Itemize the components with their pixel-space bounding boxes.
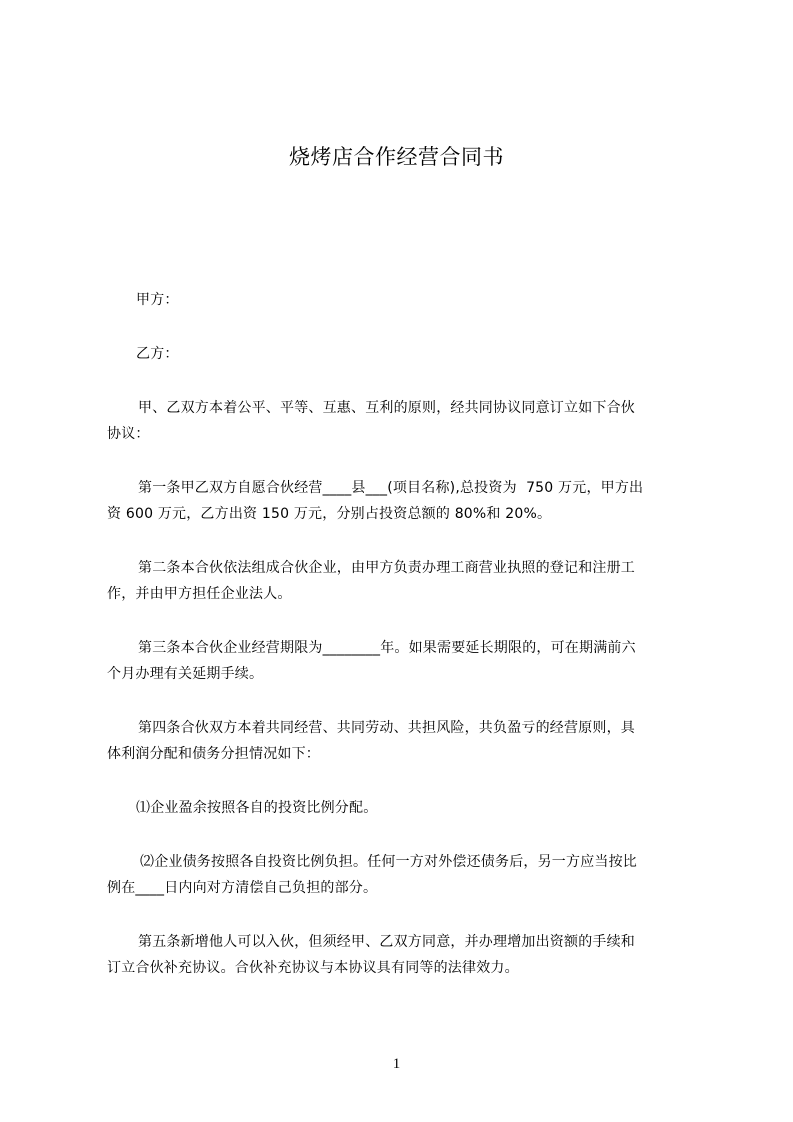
article-3-line-2: 个月办理有关延期手续。 [107,666,264,682]
article-5-line-2: 订立合伙补充协议。合伙补充协议与本协议具有同等的法律效力。 [107,960,519,976]
document-title: 烧烤店合作经营合同书 [289,145,504,169]
article-1-line-2: 资 600 万元，乙方出资 150 万元，分别占投资总额的 80%和 20%。 [107,506,552,522]
article-4-line-2: 体利润分配和债务分担情况如下： [107,746,320,762]
party-b-label: 乙方： [136,346,179,362]
article-4-line-1: 第四条合伙双方本着共同经营、共同劳动、共担风险，共负盈亏的经营原则，具 [138,720,635,736]
page-number: 1 [392,1056,401,1072]
article-2-line-2: 作，并由甲方担任企业法人。 [107,586,292,602]
item-1: ⑴企业盈余按照各自的投资比例分配。 [136,800,378,816]
item-2-line-1: ⑵企业债务按照各自投资比例负担。任何一方对外偿还债务后，另一方应当按比 [140,854,637,870]
article-1-line-1: 第一条甲乙双方自愿合伙经营____县___(项目名称),总投资为 750 万元，甲方出 [138,480,644,496]
intro-line-1: 甲、乙双方本着公平、平等、互惠、互利的原则，经共同协议同意订立如下合伙 [138,400,635,416]
article-3-line-1: 第三条本合伙企业经营期限为________年。如果需要延长期限的，可在期满前六 [138,640,636,656]
party-a-label: 甲方： [136,292,179,308]
intro-line-2: 协议： [107,426,150,442]
article-5-line-1: 第五条新增他人可以入伙，但须经甲、乙双方同意，并办理增加出资额的手续和 [138,934,635,950]
item-2-line-2: 例在____日内向对方清偿自己负担的部分。 [107,880,378,896]
article-2-line-1: 第二条本合伙依法组成合伙企业，由甲方负责办理工商营业执照的登记和注册工 [138,560,635,576]
